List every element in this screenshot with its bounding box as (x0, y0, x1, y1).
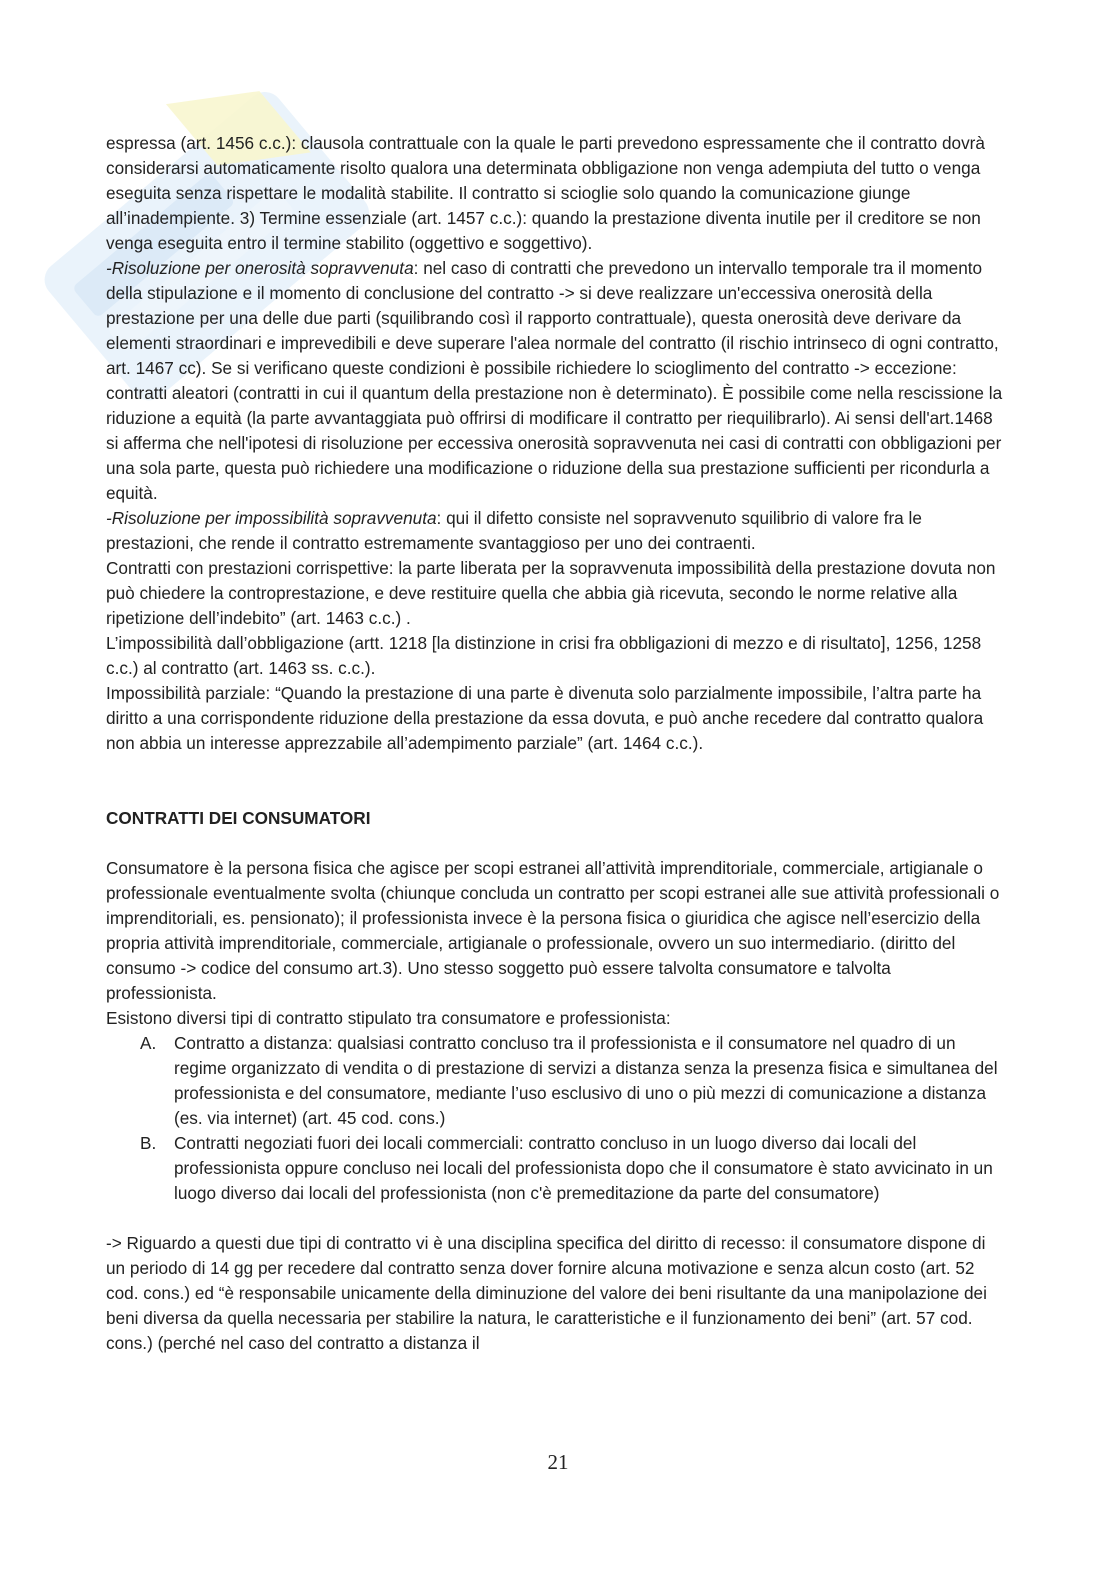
section-heading: CONTRATTI DEI CONSUMATORI (106, 808, 371, 828)
paragraph-diritto-recesso: -> Riguardo a questi due tipi di contratto vi è una disciplina specifica del diritto di recesso: il consumatore dispone di un periodo di 14 gg per recedere dal contratto senza dover fornire alcuna motivazione e senza alcun costo (art. 52 cod. cons.) ed “è responsabile unicamente della diminuzione del valore dei beni risultante da una manipolazione dei beni diversa da quella necessaria per stabilire la natura, le caratteristiche e il funzionamento dei beni” (art. 57 cod. cons.) (perché nel caso del contratto a distanza il (106, 1233, 987, 1353)
spacer (106, 1206, 1006, 1231)
paragraph-tipi-contratto: Esistono diversi tipi di contratto stipulato tra consumatore e professionista: (106, 1008, 671, 1028)
document-body (106, 131, 1006, 1356)
contract-types-list (106, 1031, 1006, 1206)
paragraph-impossibilita-obbligazione: L’impossibilità dall’obbligazione (artt. 1218 [la distinzione in crisi fra obbligazioni di mezzo e di risultato], 1256, 1258 c.c.) al contratto (art. 1463 ss. c.c.). (106, 633, 982, 678)
paragraph-consumatore-definizione: Consumatore è la persona fisica che agisce per scopi estranei all’attività imprenditoriale, commerciale, artigianale o professionale eventualmente svolta (chiunque concluda un contratto per scopi estranei alle sue attività professionali o imprenditoriali, es. pensionato); il professionista invece è la persona fisica o giuridica che agisce nell’esercizio della propria attività imprenditoriale, commerciale, artigianale o professionale, ovvero un suo intermediario. (diritto del consumo -> codice del consumo art.3). Uno stesso soggetto può essere talvolta consumatore e talvolta professionista. (106, 858, 1000, 1003)
term-onerosita-sopravvenuta: -Risoluzione per onerosità sopravvenuta (106, 258, 414, 278)
term-impossibilita-sopravvenuta: -Risoluzione per impossibilità sopravvenuta (106, 508, 437, 528)
paragraph-impossibilita-parziale: Impossibilità parziale: “Quando la prestazione di una parte è divenuta solo parzialmente impossibile, l’altra parte ha diritto a una corrispondente riduzione della prestazione da essa dovuta, e può anche recedere dal contratto qualora non abbia un interesse apprezzabile all’adempimento parziale” (art. 1464 c.c.). (106, 683, 984, 753)
list-item: A. Contratto a distanza: qualsiasi contratto concluso tra il professionista e il consumatore nel quadro di un regime organizzato di vendita o di prestazione di servizi a distanza senza la presenza fisica e simultanea del professionista e del consumatore, mediante l’uso esclusivo di uno o più mezzi di comunicazione a distanza (es. via internet) (art. 45 cod. cons.) (140, 1033, 998, 1128)
paragraph-onerosita-sopravvenuta: -Risoluzione per onerosità sopravvenuta: nel caso di contratti che prevedono un intervallo temporale tra il momento della stipulazione e il momento di conclusione del contratto -> si deve realizzare un'eccessiva onerosità della prestazione per una delle due parti (squilibrando così il rapporto contrattuale), questa onerosità deve derivare da elementi straordinari e imprevedibili e deve superare l'alea normale del contratto (il rischio intrinseco di ogni contratto, art. 1467 cc). Se si verificano queste condizioni è possibile richiedere lo scioglimento del contratto -> eccezione: contratti aleatori (contratti in cui il quantum della prestazione non è determinato). È possibile come nella rescissione la riduzione a equità (la parte avvantaggiata può offrirsi di modificare il contratto per riequilibrarlo). Ai sensi dell'art.1468 si afferma che nell'ipotesi di risoluzione per eccessiva onerosità sopravvenuta nei casi di contratti con obbligazioni per una sola parte, questa può richiedere una modificazione o riduzione della sua prestazione sufficienti per ricondurla a equità. (106, 258, 1003, 503)
list-item: B. Contratti negoziati fuori dei locali commerciali: contratto concluso in un luogo diverso dai locali del professionista oppure concluso nei locali del professionista dopo che il consumatore è stato avvicinato in un luogo diverso dai locali del professionista (non c'è premeditazione da parte del consumatore) (140, 1133, 993, 1203)
paragraph-prestazioni-corrispettive: Contratti con prestazioni corrispettive: la parte liberata per la sopravvenuta impossibilità della prestazione dovuta non può chiedere la controprestazione, e deve restituire quella che abbia già ricevuta, secondo le norme relative alla ripetizione dell’indebito” (art. 1463 c.c.) . (106, 558, 996, 628)
page-number: 21 (547, 1450, 569, 1474)
paragraph-risoluzione-espressa: espressa (art. 1456 c.c.): clausola contrattuale con la quale le parti prevedono espressamente che il contratto dovrà considerarsi automaticamente risolto qualora una determinata obbligazione non venga adempiuta del tutto o venga eseguita senza rispettare le modalità stabilite. Il contratto si scioglie solo quando la comunicazione giunge all’inadempiente. 3) Termine essenziale (art. 1457 c.c.): quando la prestazione diventa inutile per il creditore se non venga eseguita entro il termine stabilito (oggettivo e soggettivo). (106, 133, 985, 253)
paragraph-impossibilita-sopravvenuta: -Risoluzione per impossibilità sopravvenuta: qui il difetto consiste nel sopravvenuto squilibrio di valore fra le prestazioni, che rende il contratto estremamente svantaggioso per uno dei contraenti. (106, 508, 922, 553)
